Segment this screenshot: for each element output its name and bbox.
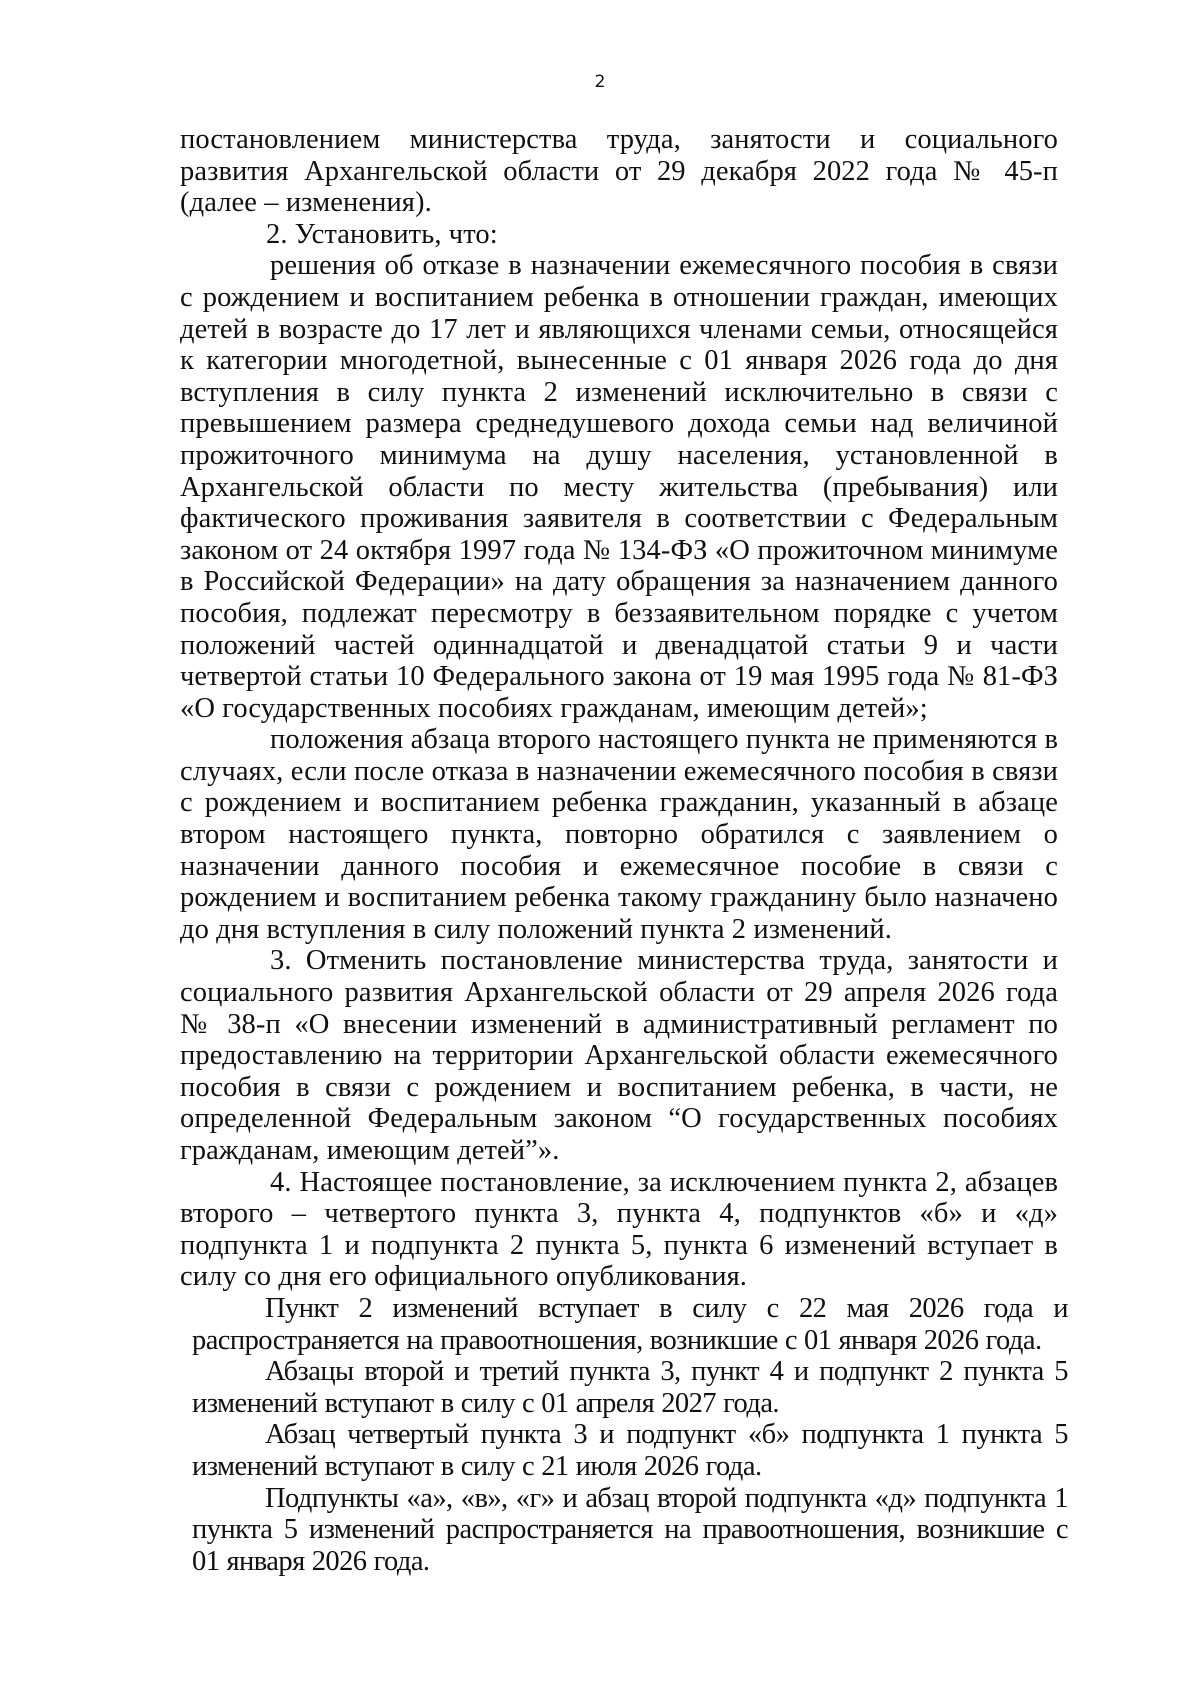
paragraph-point-2-heading: 2. Установить, что:	[266, 218, 498, 250]
paragraph-point-4-clause-3: Абзацы второй и третий пункта 3, пункт 4 и подпункт 2 пункта 5 изменений вступают в силу с 01 апреля 2027 года.	[192, 1356, 1068, 1419]
paragraph-intro-continuation: постановлением министерства труда, занятости и социального развития Архангельской области от 29 декабря 2022 года № 45-п (далее – изменения).	[180, 124, 1058, 219]
paragraph-point-2-clause-1: решения об отказе в назначении ежемесячного пособия в связи с рождением и воспитанием ребенка в отношении граждан, имеющих детей в возрасте до 17 лет и являющихся членами семьи, относящейся к категории многодетной, вынесенные с 01 января 2026 года до дня вступления в силу пункта 2 изменений исключительно в связи с превышением размера среднедушевого дохода семьи над величиной прожиточного минимума на душу населения, установленной в Архангельской области по месту жительства (пребывания) или фактического проживания заявителя в соответствии с Федеральным законом от 24 октября 1997 года № 134-ФЗ «О прожиточном минимуме в Российской Федерации» на дату обращения за назначением данного пособия, подлежат пересмотру в беззаявительном порядке с учетом положений частей одиннадцатой и двенадцатой статьи 9 и части четвертой статьи 10 Федерального закона от 19 мая 1995 года № 81-ФЗ «О государственных пособиях гражданам, имеющим детей»;	[180, 250, 1058, 724]
paragraph-point-4-clause-5: Подпункты «а», «в», «г» и абзац второй подпункта «д» подпункта 1 пункта 5 изменений распространяется на правоотношения, возникшие с 01 января 2026 года.	[192, 1482, 1068, 1577]
page-number: 2	[594, 72, 606, 92]
paragraph-point-4: 4. Настоящее постановление, за исключением пункта 2, абзацев второго – четвертого пункта 3, пункта 4, подпунктов «б» и «д» подпункта 1 и подпункта 2 пункта 5, пункта 6 изменений вступает в силу со дня его официального опубликования.	[180, 1166, 1058, 1293]
document-body	[180, 124, 1068, 1577]
paragraph-point-2-clause-2: положения абзаца второго настоящего пункта не применяются в случаях, если после отказа в назначении ежемесячного пособия в связи с рождением и воспитанием ребенка гражданин, указанный в абзаце втором настоящего пункта, повторно обратился с заявлением о назначении данного пособия и ежемесячное пособие в связи с рождением и воспитанием ребенка такому гражданину было назначено до дня вступления в силу положений пункта 2 изменений.	[180, 724, 1058, 945]
paragraph-point-4-clause-2: Пункт 2 изменений вступает в силу с 22 мая 2026 года и распространяется на правоотношения, возникшие с 01 января 2026 года.	[192, 1292, 1068, 1356]
paragraph-point-4-clause-4: Абзац четвертый пункта 3 и подпункт «б» подпункта 1 пункта 5 изменений вступают в силу с 21 июля 2026 года.	[192, 1419, 1068, 1482]
paragraph-point-3: 3. Отменить постановление министерства труда, занятости и социального развития Архангельской области от 29 апреля 2026 года № 38-п «О внесении изменений в административный регламент по предоставлению на территории Архангельской области ежемесячного пособия в связи с рождением и воспитанием ребенка, в части, не определенной Федеральным законом “О государственных пособиях гражданам, имеющим детей”».	[180, 945, 1058, 1166]
